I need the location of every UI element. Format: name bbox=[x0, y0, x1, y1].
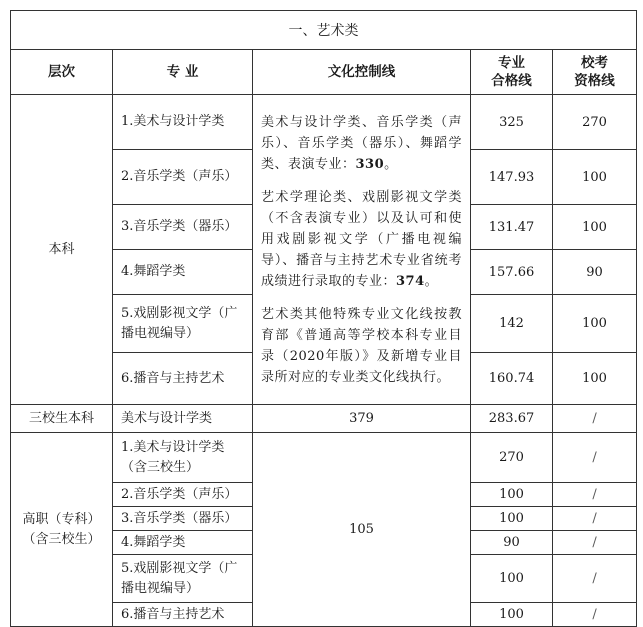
table-row bbox=[11, 95, 637, 150]
culture-value: 105 bbox=[253, 433, 471, 627]
culture-note-2: 艺术学理论类、戏剧影视文学类（不含表演专业）以及认可和使用戏剧影视文学（广播电视编导）、播音与主持艺术专业省统考成绩进行录取的专业：374。 bbox=[261, 189, 462, 289]
prof-line-value: 325 bbox=[471, 95, 553, 150]
culture-value: 379 bbox=[253, 405, 471, 433]
school-line-value: / bbox=[553, 405, 637, 433]
prof-line-value: 157.66 bbox=[471, 250, 553, 295]
school-line-value: / bbox=[553, 507, 637, 531]
level-three-school: 三校生本科 bbox=[11, 405, 113, 433]
header-school-exam-line bbox=[553, 50, 637, 95]
prof-line-value: 270 bbox=[471, 433, 553, 483]
major-cell: 6.播音与主持艺术 bbox=[113, 603, 253, 627]
major-cell: 6.播音与主持艺术 bbox=[113, 353, 253, 405]
major-cell: 5.戏剧影视文学（广播电视编导） bbox=[113, 295, 253, 353]
school-line-value: 90 bbox=[553, 250, 637, 295]
major-cell: 美术与设计学类 bbox=[113, 405, 253, 433]
header-school-line1: 校考 bbox=[581, 55, 608, 71]
level-vocational: 高职（专科）（含三校生） bbox=[11, 433, 113, 627]
school-line-value: 100 bbox=[553, 205, 637, 250]
prof-line-value: 142 bbox=[471, 295, 553, 353]
level-undergrad: 本科 bbox=[11, 95, 113, 405]
culture-notes bbox=[253, 95, 471, 405]
major-cell: 3.音乐学类（器乐） bbox=[113, 507, 253, 531]
prof-line-value: 90 bbox=[471, 531, 553, 555]
major-cell: 4.舞蹈学类 bbox=[113, 250, 253, 295]
school-line-value: / bbox=[553, 433, 637, 483]
prof-line-value: 283.67 bbox=[471, 405, 553, 433]
prof-line-value: 100 bbox=[471, 507, 553, 531]
prof-line-value: 100 bbox=[471, 555, 553, 603]
major-cell: 3.音乐学类（器乐） bbox=[113, 205, 253, 250]
major-cell: 5.戏剧影视文学（广播电视编导） bbox=[113, 555, 253, 603]
table-title: 一、艺术类 bbox=[11, 11, 637, 50]
header-major: 专 业 bbox=[113, 50, 253, 95]
prof-line-value: 131.47 bbox=[471, 205, 553, 250]
major-cell: 4.舞蹈学类 bbox=[113, 531, 253, 555]
header-row bbox=[11, 50, 637, 95]
prof-line-value: 160.74 bbox=[471, 353, 553, 405]
major-cell: 1.美术与设计学类（含三校生） bbox=[113, 433, 253, 483]
header-prof-line2: 合格线 bbox=[491, 73, 532, 89]
school-line-value: 270 bbox=[553, 95, 637, 150]
header-culture-line: 文化控制线 bbox=[253, 50, 471, 95]
major-cell: 1.美术与设计学类 bbox=[113, 95, 253, 150]
prof-line-value: 100 bbox=[471, 483, 553, 507]
school-line-value: / bbox=[553, 603, 637, 627]
culture-note-1: 美术与设计学类、音乐学类（声乐）、音乐学类（器乐）、舞蹈学类、表演专业：330。 bbox=[261, 114, 462, 172]
school-line-value: / bbox=[553, 555, 637, 603]
school-line-value: 100 bbox=[553, 150, 637, 205]
table-row bbox=[11, 405, 637, 433]
header-professional-line bbox=[471, 50, 553, 95]
school-line-value: 100 bbox=[553, 295, 637, 353]
header-level: 层次 bbox=[11, 50, 113, 95]
prof-line-value: 100 bbox=[471, 603, 553, 627]
header-school-line2: 资格线 bbox=[574, 73, 615, 89]
major-cell: 2.音乐学类（声乐） bbox=[113, 150, 253, 205]
school-line-value: / bbox=[553, 531, 637, 555]
school-line-value: 100 bbox=[553, 353, 637, 405]
header-prof-line1: 专业 bbox=[498, 55, 525, 71]
school-line-value: / bbox=[553, 483, 637, 507]
prof-line-value: 147.93 bbox=[471, 150, 553, 205]
culture-note-3: 艺术类其他特殊专业文化线按教育部《普通高等学校本科专业目录（2020年版）》及新增专业目录所对应的专业类文化线执行。 bbox=[261, 306, 462, 385]
art-admission-table bbox=[10, 10, 637, 627]
major-cell: 2.音乐学类（声乐） bbox=[113, 483, 253, 507]
table-row bbox=[11, 433, 637, 483]
